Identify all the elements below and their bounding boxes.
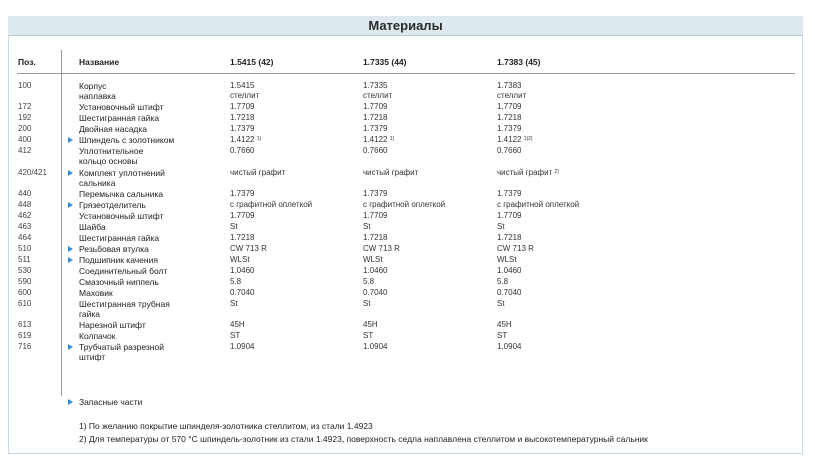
row-material-3: стеллит [497, 91, 527, 100]
spare-part-marker-icon [68, 257, 73, 263]
row-name: Комплект уплотнений [79, 168, 165, 178]
row-material-1: 45H [230, 320, 245, 329]
row-name: Грязеотделитель [79, 200, 146, 210]
row-material-1: St [230, 299, 238, 308]
row-name: Резьбовая втулка [79, 244, 149, 254]
row-material-3: 1.7218 [497, 233, 522, 242]
row-material-1: ST [230, 331, 241, 340]
footnote-ref: 1) [256, 136, 262, 142]
row-pos: 448 [18, 200, 32, 209]
row-name: Соединительный болт [79, 266, 168, 276]
row-name: Маховик [79, 288, 113, 298]
row-name: Шайба [79, 222, 106, 232]
column-divider [61, 50, 62, 396]
row-name: Трубчатый разрезной [79, 342, 164, 352]
row-pos: 192 [18, 113, 32, 122]
row-pos: 200 [18, 124, 32, 133]
row-material-3: 1.7383 [497, 81, 522, 90]
row-material-1: CW 713 R [230, 244, 267, 253]
spare-part-marker-icon [68, 202, 73, 208]
row-material-1: 0.7040 [230, 288, 255, 297]
footnote-ref: 2) [554, 169, 559, 175]
row-material-1: 1.5415 [230, 81, 255, 90]
row-material-2: 1.7218 [363, 113, 388, 122]
row-material-3: 1.7218 [497, 113, 522, 122]
row-material-2: 1.7379 [363, 189, 388, 198]
row-material-2: WLSt [363, 255, 383, 264]
row-name: Подшипник качения [79, 255, 158, 265]
row-material-3: чистый графит $^{2)}$ [497, 168, 559, 177]
row-material-2: 0.7660 [363, 146, 388, 155]
spare-part-marker-icon [68, 170, 73, 176]
row-name: кольцо основы [79, 156, 138, 166]
spare-part-marker-icon [68, 246, 73, 252]
row-material-2: 45H [363, 320, 378, 329]
row-material-2: 1.7709 [363, 102, 388, 111]
footnote-ref: 1) [389, 136, 395, 142]
row-material-3: 1.7709 [497, 102, 522, 111]
row-name: Колпачок [79, 331, 116, 341]
row-material-2: стеллит [363, 91, 393, 100]
row-material-2: чистый графит [363, 168, 419, 177]
row-pos: 400 [18, 135, 32, 144]
row-pos: 463 [18, 222, 32, 231]
row-name: гайка [79, 309, 101, 319]
row-material-2: 1.7335 [363, 81, 388, 90]
row-name: Перемычка сальника [79, 189, 164, 199]
row-name: Нарезной штифт [79, 320, 146, 330]
row-name: Смазочный ниппель [79, 277, 159, 287]
row-material-2: 0.7040 [363, 288, 388, 297]
row-pos: 716 [18, 342, 32, 351]
row-material-1: WLSt [230, 255, 250, 264]
row-material-3: 1.7379 [497, 124, 522, 133]
row-name: Двойная насадка [79, 124, 148, 134]
row-material-1: с графитной оплеткой [230, 200, 313, 209]
row-material-3: St [497, 222, 505, 231]
row-material-1: 1.7709 [230, 211, 255, 220]
row-pos: 440 [18, 189, 32, 198]
row-name: Установочный штифт [79, 102, 164, 112]
row-pos: 100 [18, 81, 32, 90]
legend-spare-parts: Запасные части [79, 397, 143, 407]
row-name: штифт [79, 352, 106, 362]
header-divider [17, 73, 795, 74]
row-name: Шестигранная гайка [79, 113, 160, 123]
row-material-3: WLSt [497, 255, 517, 264]
row-material-1: 0.7660 [230, 146, 255, 155]
spare-part-marker-icon [68, 344, 73, 350]
row-pos: 462 [18, 211, 32, 220]
spare-part-marker-icon [68, 399, 73, 405]
row-material-1: 1.7218 [230, 113, 255, 122]
row-material-3: 1.0460 [497, 266, 522, 275]
footnote-2: 2) Для температуры от 570 °C шпиндель-золотник из стали 1.4923, поверхность седла наплавлена стеллитом и высокотемпературный сальник [79, 434, 648, 444]
row-material-1: St [230, 222, 238, 231]
page-title: Материалы [368, 18, 443, 33]
row-pos: 530 [18, 266, 32, 275]
footnote-1: 1) По желанию покрытие шпинделя-золотника стеллитом, из стали 1.4923 [79, 421, 373, 431]
row-material-2: CW 713 R [363, 244, 400, 253]
row-material-1: 1.0904 [230, 342, 255, 351]
row-material-2: ST [363, 331, 374, 340]
row-material-1: 1.0460 [230, 266, 255, 275]
row-pos: 613 [18, 320, 32, 329]
spare-part-marker-icon [68, 137, 73, 143]
row-name: Шестигранная гайка [79, 233, 160, 243]
row-name: Шпиндель с золотником [79, 135, 175, 145]
row-pos: 511 [18, 255, 31, 264]
footnote-ref: 1)2) [523, 136, 533, 142]
row-material-1: 1.7709 [230, 102, 255, 111]
row-pos: 412 [18, 146, 32, 155]
header-material-1: 1.5415 (42) [230, 57, 274, 67]
row-pos: 420/421 [18, 168, 47, 177]
row-material-2: 1.0904 [363, 342, 388, 351]
row-material-2: 1.7709 [363, 211, 388, 220]
header-material-3: 1.7383 (45) [497, 57, 541, 67]
row-material-1: 5.8 [230, 277, 242, 286]
row-material-1: чистый графит [230, 168, 286, 177]
row-pos: 510 [18, 244, 32, 253]
row-material-3: 1.4122 $^{1)2)}$ [497, 135, 533, 144]
row-material-1: стеллит [230, 91, 260, 100]
row-pos: 600 [18, 288, 32, 297]
row-material-2: с графитной оплеткой [363, 200, 446, 209]
header-name: Название [79, 57, 120, 67]
row-pos: 464 [18, 233, 32, 242]
row-material-2: 1.0460 [363, 266, 388, 275]
row-material-3: 0.7660 [497, 146, 522, 155]
header-material-2: 1.7335 (44) [363, 57, 407, 67]
row-material-1: 1.7218 [230, 233, 255, 242]
row-pos: 172 [18, 102, 32, 111]
row-material-3: с графитной оплеткой [497, 200, 580, 209]
row-name: Шестигранная трубная [79, 299, 170, 309]
row-material-2: 1.7379 [363, 124, 388, 133]
row-material-2: St [363, 299, 371, 308]
row-name: сальника [79, 178, 116, 188]
row-material-1: 1.7379 [230, 189, 255, 198]
row-material-2: 5.8 [363, 277, 375, 286]
row-pos: 590 [18, 277, 32, 286]
row-material-3: 1.7709 [497, 211, 522, 220]
row-material-3: 1.0904 [497, 342, 522, 351]
row-material-2: 1.7218 [363, 233, 388, 242]
row-material-3: 0.7040 [497, 288, 522, 297]
row-pos: 619 [18, 331, 32, 340]
row-material-3: CW 713 R [497, 244, 534, 253]
row-material-1: 1.4122 $^{1)}$ [230, 135, 262, 144]
row-material-1: 1.7379 [230, 124, 255, 133]
title-bar [8, 16, 803, 36]
header-pos: Поз. [18, 57, 36, 67]
row-material-3: St [497, 299, 505, 308]
row-material-3: 5.8 [497, 277, 509, 286]
row-name: Установочный штифт [79, 211, 164, 221]
row-material-3: 1.7379 [497, 189, 522, 198]
row-material-3: 45H [497, 320, 512, 329]
row-name: Уплотнительное [79, 146, 144, 156]
row-material-3: ST [497, 331, 508, 340]
row-material-2: 1.4122 $^{1)}$ [363, 135, 395, 144]
row-name: Корпус [79, 81, 107, 91]
row-material-2: St [363, 222, 371, 231]
row-pos: 610 [18, 299, 32, 308]
row-name: наплавка [79, 91, 116, 101]
